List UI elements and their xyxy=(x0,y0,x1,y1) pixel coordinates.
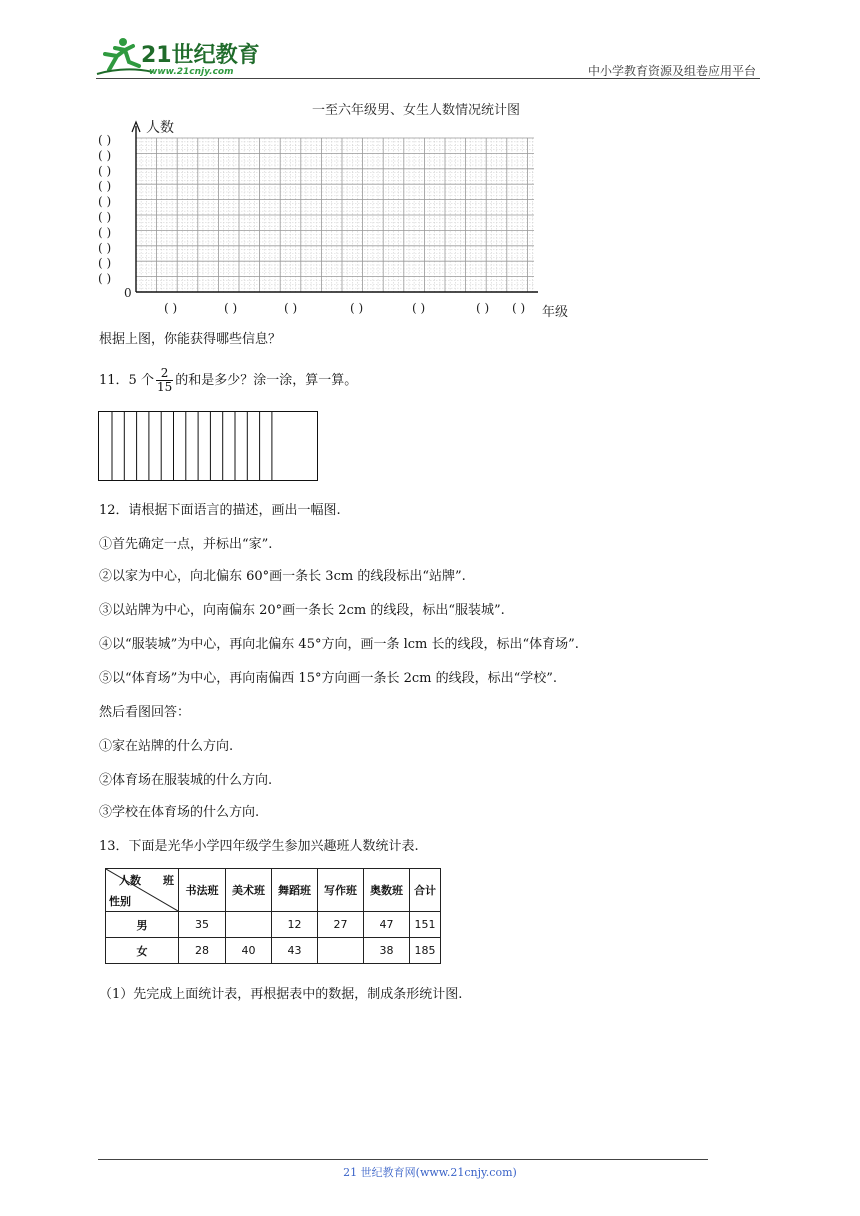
y-tick-label[interactable]: ( ) xyxy=(98,179,112,194)
q12-line: ②以家为中心，向北偏东 60°画一条长 3cm 的线段标出“站牌”. xyxy=(99,569,466,584)
y-tick-label[interactable]: ( ) xyxy=(98,271,112,286)
table-cell: 185 xyxy=(410,938,441,964)
table-row xyxy=(106,912,441,938)
x-tick-label[interactable]: ( ) xyxy=(284,301,298,315)
x-tick-label[interactable]: ( ) xyxy=(350,301,364,315)
table-cell-blank[interactable] xyxy=(226,912,272,938)
chart-xlabel: 年级 xyxy=(542,305,569,320)
table-header: 奥数班 xyxy=(364,869,410,912)
header-divider xyxy=(96,78,760,79)
y-tick-label[interactable]: ( ) xyxy=(98,256,112,271)
q12-line: 12．请根据下面语言的描述，画出一幅图. xyxy=(99,503,341,518)
table-cell: 28 xyxy=(179,938,226,964)
q11-prefix: 11．5 个 xyxy=(99,373,154,388)
table-cell: 40 xyxy=(226,938,272,964)
q12-line: ③以站牌为中心，向南偏东 20°画一条长 2cm 的线段，标出“服装城”. xyxy=(99,603,505,618)
q13-sub1: （1）先完成上面统计表，再根据表中的数据，制成条形统计图. xyxy=(99,987,463,1002)
table-header: 舞蹈班 xyxy=(272,869,318,912)
site-logo xyxy=(95,36,265,80)
q12-line: ⑤以“体育场”为中心，再向南偏西 15°方向画一条长 2cm 的线段，标出“学校”. xyxy=(99,671,558,686)
corner-bottom-label: 性别 xyxy=(109,895,131,908)
row-label: 女 xyxy=(106,938,179,964)
q12-line: ②体育场在服装城的什么方向. xyxy=(99,773,273,788)
x-tick-label[interactable]: ( ) xyxy=(164,301,178,315)
platform-name: 中小学教育资源及组卷应用平台 xyxy=(587,64,756,78)
chart-title: 一至六年级男、女生人数情况统计图 xyxy=(312,103,521,118)
fraction-denominator: 15 xyxy=(156,380,173,394)
y-tick-label[interactable]: ( ) xyxy=(98,210,112,224)
corner-top-label: 人数 班 xyxy=(119,874,174,887)
x-tick-labels xyxy=(164,301,525,315)
q13-intro: 13．下面是光华小学四年级学生参加兴趣班人数统计表. xyxy=(99,839,419,854)
footer-text: 21 世纪教育网(www.21cnjy.com) xyxy=(343,1166,517,1179)
y-tick-label[interactable]: ( ) xyxy=(98,163,112,178)
fraction-numerator: 2 xyxy=(156,367,173,381)
y-tick-label[interactable]: ( ) xyxy=(98,133,112,147)
table-header: 写作班 xyxy=(318,869,364,912)
fraction-strip[interactable] xyxy=(98,411,318,481)
y-tick-label[interactable]: ( ) xyxy=(98,148,112,163)
chart-ylabel: 人数 xyxy=(146,120,174,136)
q12-line: ①家在站牌的什么方向. xyxy=(99,739,234,754)
footer-divider xyxy=(98,1159,708,1160)
fraction xyxy=(156,367,173,394)
table-cell: 151 xyxy=(410,912,441,938)
table-header: 合计 xyxy=(410,869,441,912)
table-header: 美术班 xyxy=(226,869,272,912)
y-tick-label[interactable]: ( ) xyxy=(98,194,112,209)
y-tick-label[interactable]: ( ) xyxy=(98,225,112,240)
x-tick-label[interactable]: ( ) xyxy=(224,301,238,315)
table-cell: 47 xyxy=(364,912,410,938)
q12-line: 然后看图回答： xyxy=(99,705,191,720)
table-cell: 35 xyxy=(179,912,226,938)
bar-chart xyxy=(92,98,582,328)
chart-grid xyxy=(136,138,534,292)
logo-url: www.21cnjy.com xyxy=(149,67,234,77)
q12-line: ③学校在体育场的什么方向. xyxy=(99,805,260,820)
chart-question: 根据上图，你能获得哪些信息？ xyxy=(99,332,282,347)
interest-class-table xyxy=(105,868,441,964)
table-cell: 38 xyxy=(364,938,410,964)
table-cell: 12 xyxy=(272,912,318,938)
table-cell: 43 xyxy=(272,938,318,964)
table-header: 书法班 xyxy=(179,869,226,912)
table-row xyxy=(106,938,441,964)
x-tick-label[interactable]: ( ) xyxy=(412,301,426,315)
chart-origin: 0 xyxy=(124,286,132,300)
table-cell: 27 xyxy=(318,912,364,938)
logo-text: 21世纪教育 xyxy=(141,43,260,68)
table-cell-blank[interactable] xyxy=(318,938,364,964)
y-tick-label[interactable]: ( ) xyxy=(98,240,112,255)
q11-suffix: 的和是多少？涂一涂，算一算。 xyxy=(175,373,358,388)
row-label: 男 xyxy=(106,912,179,938)
x-tick-label[interactable]: ( ) xyxy=(476,301,490,315)
q12-line: ①首先确定一点，并标出“家”. xyxy=(99,537,273,552)
table-corner-cell xyxy=(106,869,179,912)
q11-text xyxy=(99,365,357,397)
x-tick-label[interactable]: ( ) xyxy=(512,301,526,315)
y-tick-labels xyxy=(98,133,111,286)
q12-line: ④以“服装城”为中心，再向北偏东 45°方向，画一条 lcm 长的线段，标出“体育场”. xyxy=(99,637,579,652)
